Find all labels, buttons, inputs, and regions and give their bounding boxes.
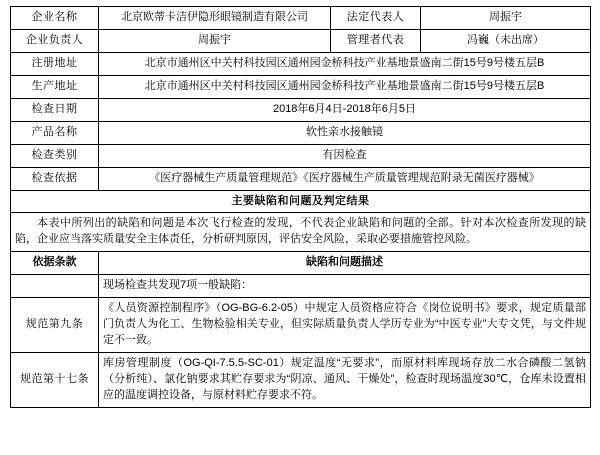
clause-cell-empty [11,275,99,298]
column-header-clause: 依据条款 [11,252,99,275]
inspection-form-table [10,6,591,408]
section-note-cell [11,213,591,252]
check-date-value: 2018年6月4日-2018年6月5日 [99,98,591,121]
table-row [11,275,591,298]
production-address-value: 北京市通州区中关村科技园区通州园金桥科技产业基地景盛南二街15号9号楼五层B [99,75,591,98]
clause-article-9: 规范第九条 [11,298,99,353]
table-row [11,121,591,144]
production-address-label: 生产地址 [11,75,99,98]
enterprise-name-label: 企业名称 [11,7,99,30]
management-representative-label: 管理者代表 [331,29,421,52]
table-row [11,29,591,52]
register-address-value: 北京市通州区中关村科技园区通州园金桥科技产业基地景盛南二街15号9号楼五层B [99,52,591,75]
table-row [11,190,591,213]
product-name-value: 软性亲水接触镜 [99,121,591,144]
table-header-row [11,252,591,275]
check-basis-label: 检查依据 [11,167,99,190]
legal-representative-value: 周振宇 [421,7,591,30]
table-row [11,213,591,252]
management-representative-value: 冯巍（未出席） [421,29,591,52]
clause-article-17: 规范第十七条 [11,353,99,408]
defect-text-2: 库房管理制度（OG-QI-7.5.5-SC-01）规定温度“无要求”，而原材料库现场存放二水合磷酸二氢钠（分析纯）、氯化钠要求其贮存要求为“阴凉、通风、干燥处”，检查时现场温度30℃，仓库未设置相应的温度调控设备，与原材料贮存要求不符。 [103,357,586,401]
defects-intro-cell [99,275,591,298]
defects-intro-text: 现场检查共发现7项一般缺陷： [103,279,253,292]
defect-description-2 [99,353,591,408]
table-row [11,52,591,75]
check-type-value: 有因检查 [99,144,591,167]
enterprise-name-value: 北京欧蒂卡洁伊隐形眼镜制造有限公司 [99,7,331,30]
legal-representative-label: 法定代表人 [331,7,421,30]
defect-text-1: 《人员资源控制程序》（OG-BG-6.2-05）中规定人员资格应符合《岗位说明书》要求，规定质量部门负责人为化工、生物检验相关专业，但实际质量负责人学历专业为“中医专业”大专文凭，与文件规定不一致。 [103,302,586,347]
register-address-label: 注册地址 [11,52,99,75]
enterprise-leader-value: 周振宇 [99,29,331,52]
check-type-label: 检查类别 [11,144,99,167]
table-row [11,75,591,98]
table-row [11,298,591,353]
section-title: 主要缺陷和问题及判定结果 [11,190,591,213]
enterprise-leader-label: 企业负责人 [11,29,99,52]
defect-description-1 [99,298,591,353]
check-date-label: 检查日期 [11,98,99,121]
check-basis-value: 《医疗器械生产质量管理规范》《医疗器械生产质量管理规范附录无菌医疗器械》 [99,167,591,190]
table-row [11,7,591,30]
column-header-description: 缺陷和问题描述 [99,252,591,275]
table-row [11,167,591,190]
table-row [11,98,591,121]
product-name-label: 产品名称 [11,121,99,144]
section-note-text: 本表中所列出的缺陷和问题是本次飞行检查的发现，不代表企业缺陷和问题的全部。针对本次检查所发现的缺陷，企业应当落实质量安全主体责任，分析研判原因，评估安全风险，采取必要措施管控风险。 [15,217,586,246]
table-row [11,144,591,167]
table-row [11,353,591,408]
